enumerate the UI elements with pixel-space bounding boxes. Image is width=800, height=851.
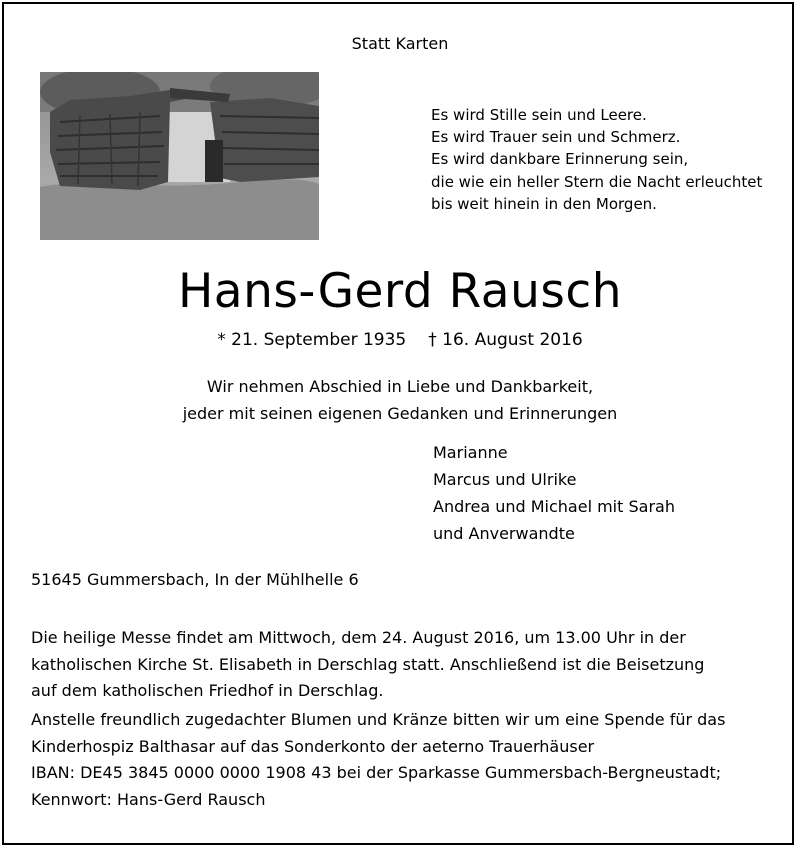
donation-request <box>31 707 725 813</box>
family-address: 51645 Gummersbach, In der Mühlhelle 6 <box>31 570 359 589</box>
farewell-line: Wir nehmen Abschied in Liebe und Dankbarkeit, <box>206 377 594 396</box>
mourner-line: Andrea und Michael mit Sarah <box>433 497 675 516</box>
mass-line: katholischen Kirche St. Elisabeth in Derschlag statt. Anschließend ist die Beisetzung <box>31 654 705 674</box>
poem-line: Es wird Trauer sein und Schmerz. <box>431 128 681 147</box>
mourner-line: Marianne <box>433 443 508 462</box>
donation-line: IBAN: DE45 3845 0000 0000 1908 43 bei der Sparkasse Gummersbach-Bergneustadt; <box>31 763 722 782</box>
poem-line: Es wird dankbare Erinnerung sein, <box>431 150 689 169</box>
mass-line: Die heilige Messe findet am Mittwoch, dem 24. August 2016, um 13.00 Uhr in der <box>31 628 686 647</box>
poem-line: die wie ein heller Stern die Nacht erleuchtet <box>431 172 763 191</box>
deceased-name: Hans-Gerd Rausch <box>177 264 623 319</box>
life-dates <box>0 330 800 350</box>
poem <box>431 104 762 215</box>
mass-line: auf dem katholischen Friedhof in Derschlag. <box>31 681 384 700</box>
poem-line: Es wird Stille sein und Leere. <box>431 106 647 124</box>
poem-line: bis weit hinein in den Morgen. <box>431 194 657 213</box>
donation-line: Anstelle freundlich zugedachter Blumen und Kränze bitten wir um eine Spende für das <box>31 710 726 729</box>
stone-wall-gate-photo <box>40 72 319 240</box>
farewell-line: jeder mit seinen eigenen Gedanken und Erinnerungen <box>182 404 618 423</box>
mourner-line: und Anverwandte <box>433 524 575 543</box>
mourners-list <box>433 439 675 547</box>
death-date: † 16. August 2016 <box>428 330 583 350</box>
farewell-text <box>0 373 800 427</box>
header-statt-karten: Statt Karten <box>351 34 449 53</box>
mass-announcement <box>31 625 704 705</box>
birth-date: * 21. September 1935 <box>217 330 407 350</box>
donation-line: Kennwort: Hans-Gerd Rausch <box>31 789 266 809</box>
mourner-line: Marcus und Ulrike <box>433 470 577 489</box>
donation-line: Kinderhospiz Balthasar auf das Sonderkonto der aeterno Trauerhäuser <box>31 736 595 756</box>
